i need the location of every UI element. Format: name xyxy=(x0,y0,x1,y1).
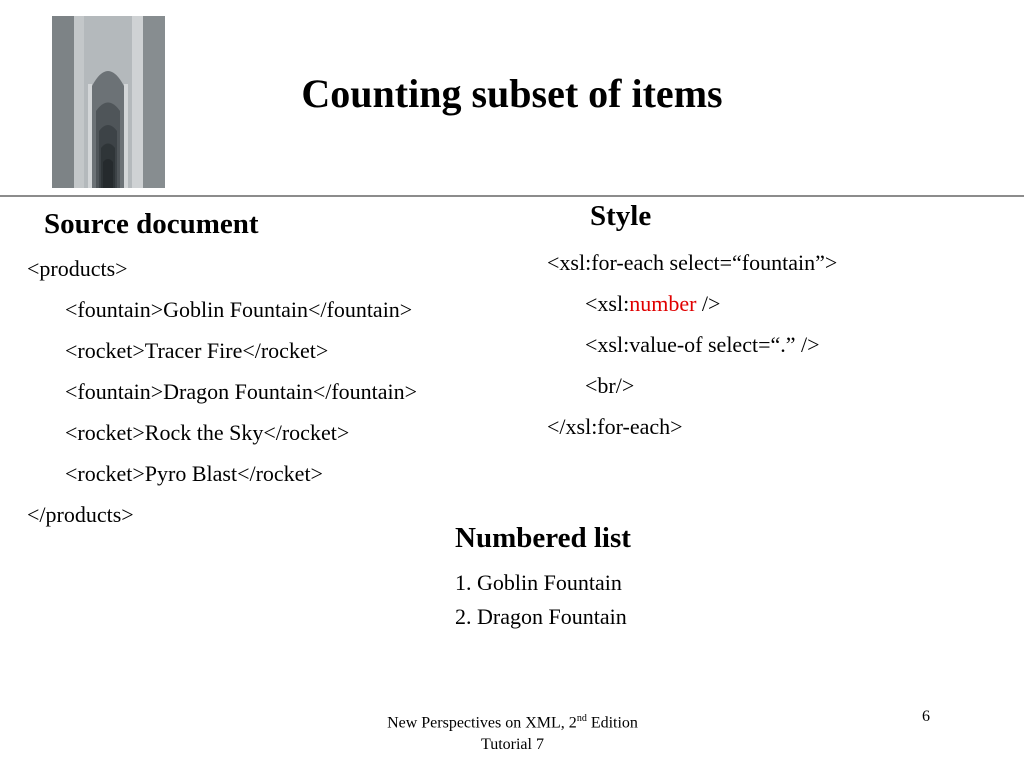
source-line: <rocket>Pyro Blast</rocket> xyxy=(65,461,323,486)
footer-text-after: Edition xyxy=(586,714,638,732)
source-line: </products> xyxy=(27,502,134,527)
result-heading: Numbered list xyxy=(455,522,631,554)
number-keyword: number xyxy=(629,291,697,316)
source-line: <fountain>Goblin Fountain</fountain> xyxy=(65,297,413,322)
source-line: <fountain>Dragon Fountain</fountain> xyxy=(65,379,418,404)
style-line: <br/> xyxy=(585,373,635,398)
style-line xyxy=(547,283,837,324)
footer-citation xyxy=(340,708,685,756)
numbered-list-output xyxy=(455,566,627,634)
style-line: <xsl:value-of select=“.” /> xyxy=(585,332,820,357)
slide-title: Counting subset of items xyxy=(301,71,723,116)
source-code xyxy=(27,248,417,535)
source-line: <products> xyxy=(27,256,128,281)
title-divider xyxy=(0,195,1024,197)
style-line: <xsl:for-each select=“fountain”> xyxy=(547,250,838,275)
page-number: 6 xyxy=(922,708,930,725)
result-item: 2. Dragon Fountain xyxy=(455,604,627,629)
footer-text: New Perspectives on XML, 2 xyxy=(387,714,577,732)
style-heading: Style xyxy=(590,200,652,232)
footer-line-2: Tutorial 7 xyxy=(481,736,544,754)
result-item: 1. Goblin Fountain xyxy=(455,570,622,595)
source-line: <rocket>Tracer Fire</rocket> xyxy=(65,338,329,363)
style-line-suffix: /> xyxy=(696,291,721,316)
footer-superscript: nd xyxy=(576,713,587,724)
source-line: <rocket>Rock the Sky</rocket> xyxy=(65,420,350,445)
style-code xyxy=(547,242,837,447)
footer-line-1 xyxy=(340,708,685,734)
source-heading: Source document xyxy=(44,208,259,240)
style-line: </xsl:for-each> xyxy=(547,414,683,439)
style-line-prefix: <xsl: xyxy=(585,291,630,316)
